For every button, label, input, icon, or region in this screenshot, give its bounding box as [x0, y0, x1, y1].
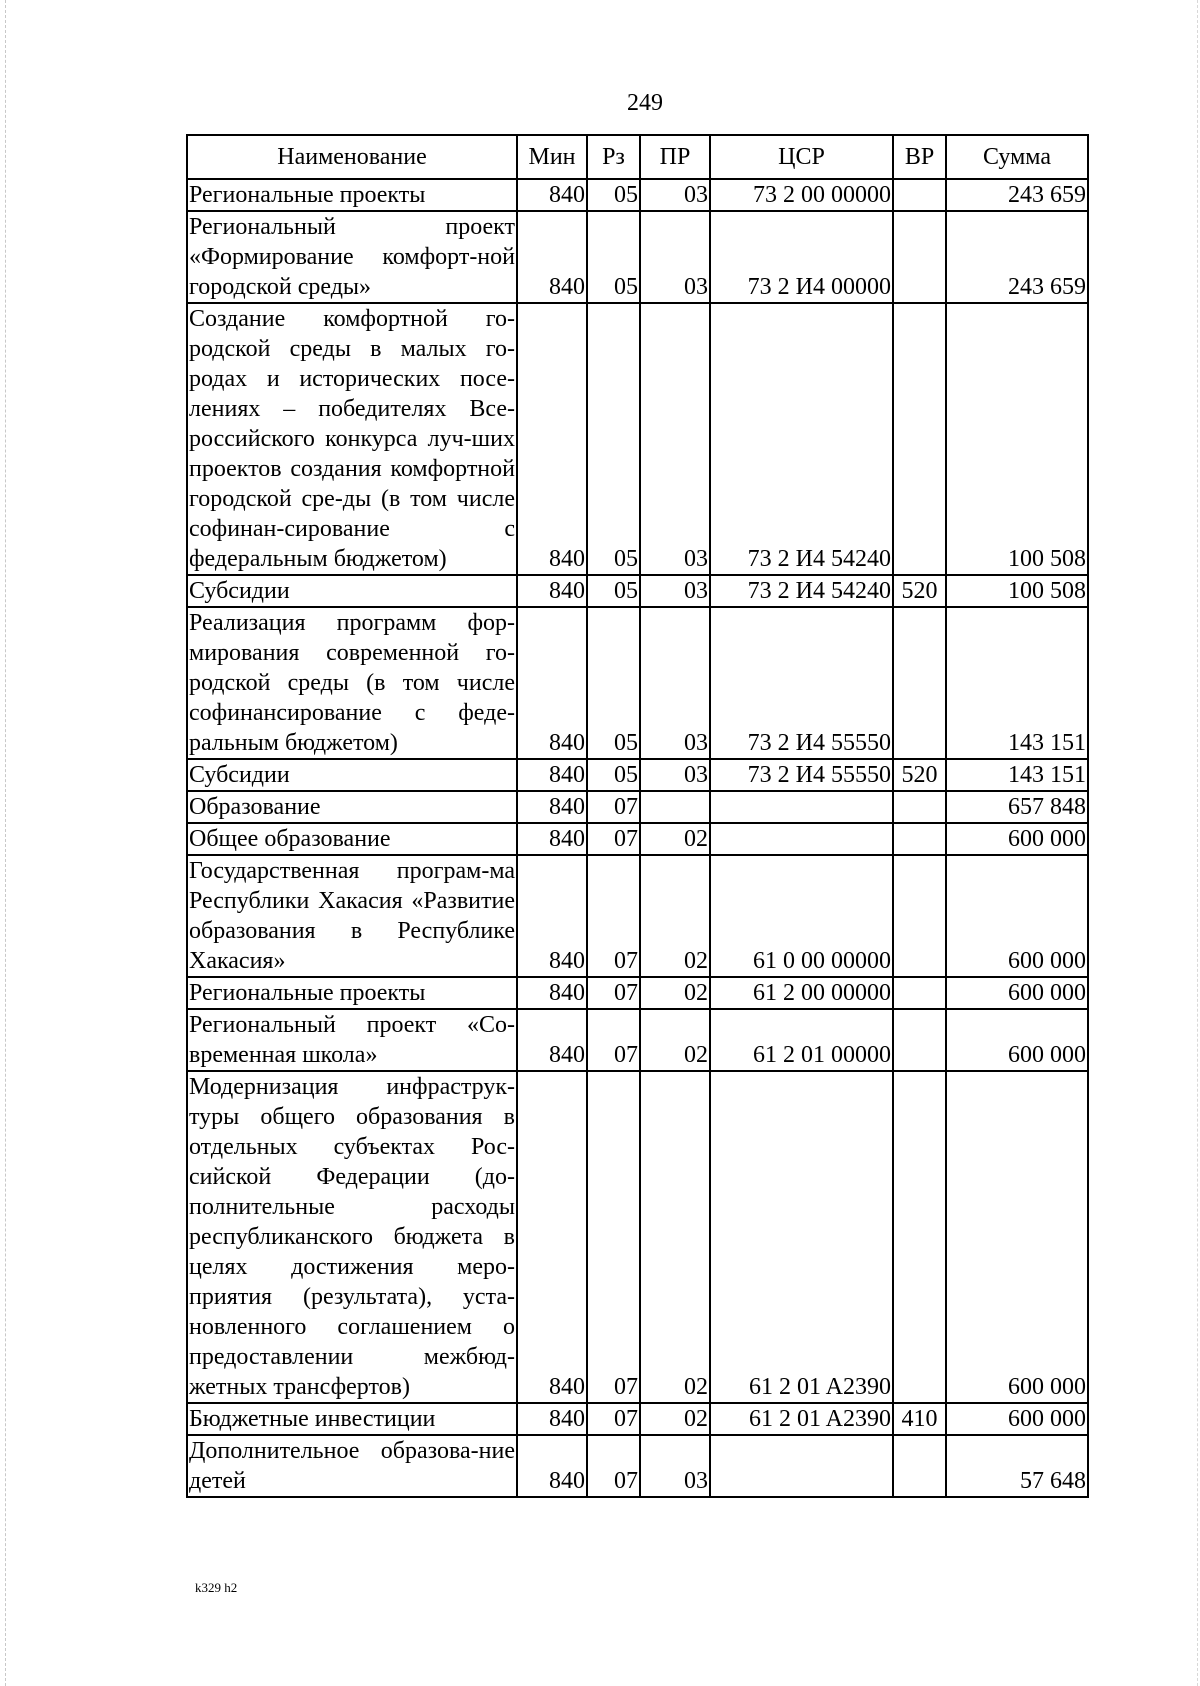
header-pr: ПР [640, 135, 710, 179]
cell-name: Бюджетные инвестиции [187, 1403, 517, 1435]
table-header-row [187, 135, 1088, 179]
cell-vr [893, 823, 946, 855]
scan-edge-left [5, 0, 6, 1686]
cell-sum: 600 000 [946, 977, 1088, 1009]
cell-csr: 61 2 01 00000 [710, 1009, 893, 1071]
cell-min: 840 [517, 1435, 587, 1497]
cell-sum: 243 659 [946, 211, 1088, 303]
cell-rz: 05 [587, 211, 640, 303]
cell-csr [710, 791, 893, 823]
cell-rz: 05 [587, 607, 640, 759]
cell-csr [710, 1435, 893, 1497]
footer-code: k329 h2 [195, 1580, 238, 1595]
cell-rz: 05 [587, 179, 640, 211]
cell-vr: 520 [893, 759, 946, 791]
cell-vr [893, 791, 946, 823]
cell-sum: 600 000 [946, 1009, 1088, 1071]
cell-min: 840 [517, 1403, 587, 1435]
cell-vr [893, 1435, 946, 1497]
table-row [187, 575, 1088, 607]
cell-pr: 02 [640, 1009, 710, 1071]
table-row [187, 791, 1088, 823]
cell-rz: 07 [587, 855, 640, 977]
cell-vr [893, 211, 946, 303]
cell-rz: 05 [587, 575, 640, 607]
cell-pr: 02 [640, 855, 710, 977]
cell-rz: 07 [587, 1071, 640, 1403]
cell-name: Образование [187, 791, 517, 823]
cell-rz: 05 [587, 759, 640, 791]
cell-sum: 600 000 [946, 1071, 1088, 1403]
cell-pr: 03 [640, 303, 710, 575]
table-row [187, 1071, 1088, 1403]
cell-min: 840 [517, 855, 587, 977]
cell-rz: 07 [587, 823, 640, 855]
cell-sum: 100 508 [946, 575, 1088, 607]
cell-vr [893, 303, 946, 575]
table-row [187, 855, 1088, 977]
cell-min: 840 [517, 977, 587, 1009]
table-row [187, 759, 1088, 791]
cell-pr [640, 791, 710, 823]
cell-pr: 02 [640, 977, 710, 1009]
cell-name: Субсидии [187, 759, 517, 791]
cell-pr: 03 [640, 1435, 710, 1497]
cell-vr [893, 855, 946, 977]
table-row [187, 1435, 1088, 1497]
cell-sum: 57 648 [946, 1435, 1088, 1497]
budget-table [186, 134, 1089, 1498]
cell-min: 840 [517, 1009, 587, 1071]
cell-name: Региональные проекты [187, 179, 517, 211]
cell-sum: 143 151 [946, 607, 1088, 759]
cell-name: Государственная програм-ма Республики Хакасия «Развитие образования в Республике Хакасия» [187, 855, 517, 977]
cell-vr [893, 1071, 946, 1403]
cell-pr: 02 [640, 1403, 710, 1435]
cell-pr: 02 [640, 823, 710, 855]
cell-name: Региональные проекты [187, 977, 517, 1009]
cell-min: 840 [517, 303, 587, 575]
cell-rz: 07 [587, 1435, 640, 1497]
cell-csr: 61 2 00 00000 [710, 977, 893, 1009]
page-number: 249 [627, 90, 663, 116]
cell-vr [893, 179, 946, 211]
table-row [187, 179, 1088, 211]
cell-min: 840 [517, 1071, 587, 1403]
cell-name: Модернизация инфраструк-туры общего образования в отдельных субъектах Рос-сийской Федерации (до-полнительные расходы республиканского бюджета в целях достижения меро-приятия (результата), уста-новленного соглашением о предоставлении межбюд-жетных трансфертов) [187, 1071, 517, 1403]
cell-csr: 73 2 И4 54240 [710, 303, 893, 575]
cell-csr: 61 2 01 A2390 [710, 1071, 893, 1403]
table-row [187, 211, 1088, 303]
cell-name: Реализация программ фор-мирования современной го-родской среды (в том числе софинансирование с феде-ральным бюджетом) [187, 607, 517, 759]
cell-pr: 03 [640, 607, 710, 759]
table-row [187, 823, 1088, 855]
cell-name: Создание комфортной го-родской среды в малых го-родах и исторических посе-лениях – победителях Все-российского конкурса луч-ших проектов создания комфортной городской сре-ды (в том числе софинан-сирование с федеральным бюджетом) [187, 303, 517, 575]
header-csr: ЦСР [710, 135, 893, 179]
cell-min: 840 [517, 179, 587, 211]
cell-pr: 02 [640, 1071, 710, 1403]
cell-csr: 73 2 И4 55550 [710, 607, 893, 759]
cell-vr: 410 [893, 1403, 946, 1435]
cell-min: 840 [517, 823, 587, 855]
cell-min: 840 [517, 211, 587, 303]
cell-sum: 600 000 [946, 1403, 1088, 1435]
cell-sum: 143 151 [946, 759, 1088, 791]
cell-csr: 61 2 01 A2390 [710, 1403, 893, 1435]
cell-min: 840 [517, 759, 587, 791]
table-body [187, 179, 1088, 1497]
cell-rz: 07 [587, 1009, 640, 1071]
cell-sum: 243 659 [946, 179, 1088, 211]
header-sum: Сумма [946, 135, 1088, 179]
cell-csr: 73 2 И4 55550 [710, 759, 893, 791]
table-row [187, 1009, 1088, 1071]
cell-csr: 73 2 И4 00000 [710, 211, 893, 303]
cell-name: Общее образование [187, 823, 517, 855]
cell-csr: 73 2 И4 54240 [710, 575, 893, 607]
header-rz: Рз [587, 135, 640, 179]
cell-sum: 100 508 [946, 303, 1088, 575]
cell-pr: 03 [640, 575, 710, 607]
cell-vr [893, 607, 946, 759]
cell-sum: 600 000 [946, 855, 1088, 977]
cell-csr: 61 0 00 00000 [710, 855, 893, 977]
scan-edge-right [1197, 0, 1198, 1686]
cell-pr: 03 [640, 211, 710, 303]
cell-rz: 05 [587, 303, 640, 575]
cell-vr: 520 [893, 575, 946, 607]
cell-min: 840 [517, 791, 587, 823]
header-vr: ВР [893, 135, 946, 179]
header-name: Наименование [187, 135, 517, 179]
cell-csr [710, 823, 893, 855]
cell-rz: 07 [587, 791, 640, 823]
cell-name: Региональный проект «Со-временная школа» [187, 1009, 517, 1071]
cell-sum: 600 000 [946, 823, 1088, 855]
cell-rz: 07 [587, 1403, 640, 1435]
cell-rz: 07 [587, 977, 640, 1009]
table-row [187, 303, 1088, 575]
cell-min: 840 [517, 607, 587, 759]
header-min: Мин [517, 135, 587, 179]
cell-name: Региональный проект «Формирование комфорт-ной городской среды» [187, 211, 517, 303]
cell-name: Субсидии [187, 575, 517, 607]
table-row [187, 1403, 1088, 1435]
cell-vr [893, 1009, 946, 1071]
cell-vr [893, 977, 946, 1009]
cell-min: 840 [517, 575, 587, 607]
cell-name: Дополнительное образова-ние детей [187, 1435, 517, 1497]
cell-csr: 73 2 00 00000 [710, 179, 893, 211]
cell-pr: 03 [640, 179, 710, 211]
cell-sum: 657 848 [946, 791, 1088, 823]
table-row [187, 977, 1088, 1009]
table-row [187, 607, 1088, 759]
cell-pr: 03 [640, 759, 710, 791]
